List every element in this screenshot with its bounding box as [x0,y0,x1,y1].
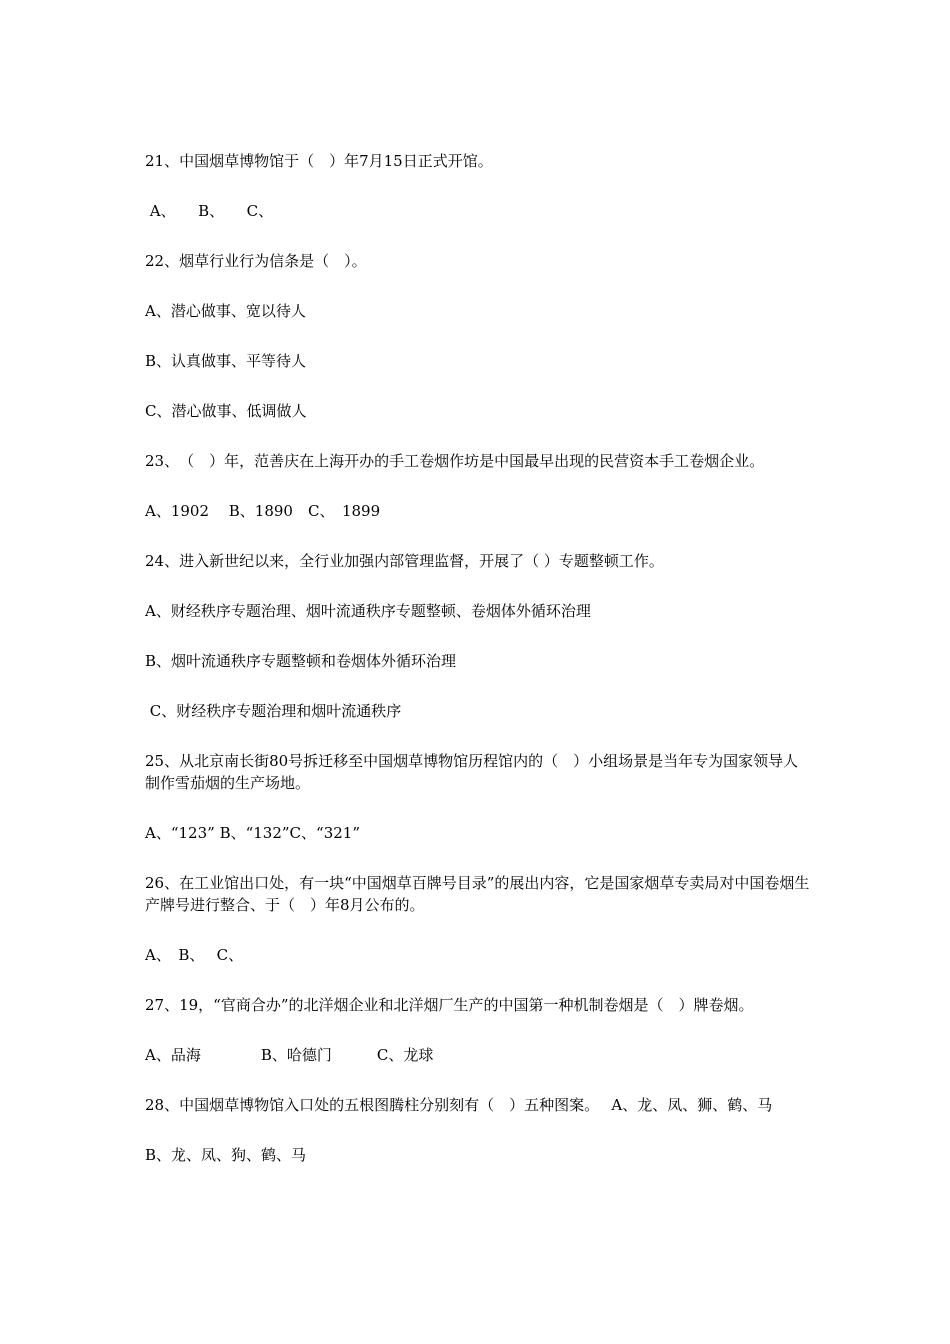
question-24-option-b: B、烟叶流通秩序专题整顿和卷烟体外循环治理 [145,652,457,670]
question-27: 27、19，“官商合办”的北洋烟企业和北洋烟厂生产的中国第一种机制卷烟是（ ）牌卷烟。 [145,996,754,1014]
question-28: 28、中国烟草博物馆入口处的五根图腾柱分别刻有（ ）五种图案。 A、龙、凤、狮、鹤、马 [145,1096,773,1114]
question-27-options: A、品海 B、哈德门 C、龙球 [145,1046,434,1064]
question-26: 26、在工业馆出口处，有一块“中国烟草百牌号目录”的展出内容，它是国家烟草专卖局对中国卷烟生产牌号进行整合、于（ ）年8月公布的。 [145,874,810,914]
question-24-option-c: C、财经秩序专题治理和烟叶流通秩序 [145,702,402,720]
question-22-option-c: C、潜心做事、低调做人 [145,402,307,420]
question-28-option-b: B、龙、凤、狗、鹤、马 [145,1146,307,1164]
question-25-options: A、“123” B、“132”C、“321” [145,824,361,842]
question-25: 25、从北京南长街80号拆迁移至中国烟草博物馆历程馆内的（ ）小组场景是当年专为国家领导人制作雪茄烟的生产场地。 [145,752,799,792]
question-23: 23、 （ ）年，范善庆在上海开办的手工卷烟作坊是中国最早出现的民营资本手工卷烟企业。 [145,452,765,470]
question-21-options: A、 B、 C、 [145,202,274,220]
question-24-option-a: A、财经秩序专题治理、烟叶流通秩序专题整顿、卷烟体外循环治理 [145,602,591,620]
question-21: 21、中国烟草博物馆于（ ）年7月15日正式开馆。 [145,152,493,170]
question-22-option-b: B、认真做事、平等待人 [145,352,307,370]
document-body [145,150,810,1194]
question-22: 22、烟草行业行为信条是（ ）。 [145,252,367,270]
question-26-options: A、 B、 C、 [145,946,244,964]
question-24: 24、进入新世纪以来，全行业加强内部管理监督，开展了（ ）专题整顿工作。 [145,552,664,570]
question-22-option-a: A、潜心做事、宽以待人 [145,302,306,320]
question-23-options: A、1902 B、1890 C、 1899 [145,502,381,520]
